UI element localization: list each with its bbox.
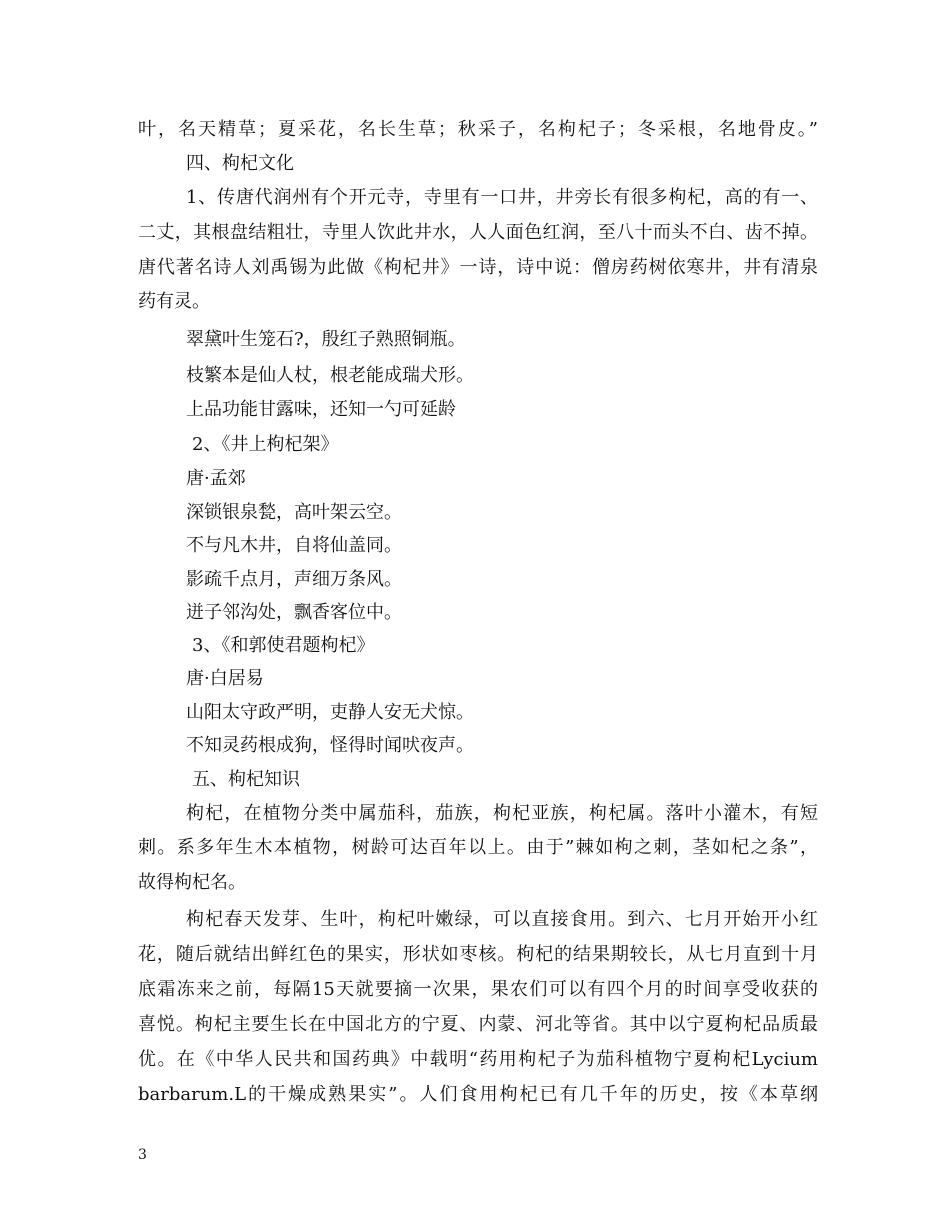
body-text-line: 喜悦。枸杞主要生长在中国北方的宁夏、内蒙、河北等省。其中以宁夏枸杞品质最 xyxy=(138,1014,818,1035)
poem-author: 唐·孟郊 xyxy=(186,468,246,489)
poem-line: 迸子邻沟处，飘香客位中。 xyxy=(186,602,402,623)
body-text-line: 叶，名天精草；夏采花，名长生草；秋采子，名枸杞子；冬采根，名地骨皮。” xyxy=(138,119,818,140)
section-heading: 四、枸杞文化 xyxy=(186,153,294,174)
poem-line: 翠黛叶生笼石?，殷红子熟照铜瓶。 xyxy=(186,329,466,350)
body-text-line: 花，随后就结出鲜红色的果实，形状如枣核。枸杞的结果期较长，从七月直到十月 xyxy=(138,944,818,965)
poem-line: 上品功能甘露味，还知一勺可延龄 xyxy=(186,399,456,420)
body-text-line: 刺。系多年生木本植物，树龄可达百年以上。由于”棘如枸之刺，茎如杞之条”， xyxy=(138,837,818,858)
poem-line: 深锁银泉甃，高叶架云空。 xyxy=(186,502,402,523)
body-text-line: 药有灵。 xyxy=(138,291,210,312)
body-text-line: 1、传唐代润州有个开元寺，寺里有一口井，井旁长有很多枸杞，高的有一、 xyxy=(186,187,818,208)
poem-title: 2、《井上枸杞架》 xyxy=(192,434,339,455)
body-text-line: 枸杞，在植物分类中属茄科，茄族，枸杞亚族，枸杞属。落叶小灌木，有短 xyxy=(186,803,818,824)
poem-line: 枝繁本是仙人杖，根老能成瑞犬形。 xyxy=(186,365,474,386)
poem-line: 不与凡木井，自将仙盖同。 xyxy=(186,535,402,556)
page-number: 3 xyxy=(138,1147,147,1163)
poem-title: 3、《和郭使君题枸杞》 xyxy=(192,635,375,656)
poem-line: 不知灵药根成狗，怪得时闻吠夜声。 xyxy=(186,735,474,756)
body-text-line: 底霜冻来之前，每隔15天就要摘一次果，果农们可以有四个月的时间享受收获的 xyxy=(138,979,818,1000)
body-text-line: 故得枸杞名。 xyxy=(138,872,246,893)
poem-line: 山阳太守政严明，吏静人安无犬惊。 xyxy=(186,702,474,723)
body-text-line: 唐代著名诗人刘禹锡为此做《枸杞井》一诗，诗中说：僧房药树依寒井，井有清泉 xyxy=(138,257,818,278)
body-text-line: barbarum.L的干燥成熟果实”。人们食用枸杞已有几千年的历史，按《本草纲 xyxy=(138,1084,818,1105)
poem-author: 唐·白居易 xyxy=(186,668,264,689)
poem-line: 影疏千点月，声细万条风。 xyxy=(186,569,402,590)
body-text-line: 二丈，其根盘结粗壮，寺里人饮此井水，人人面色红润，至八十而头不白、齿不掉。 xyxy=(138,222,818,243)
body-text-line: 枸杞春天发芽、生叶，枸杞叶嫩绿，可以直接食用。到六、七月开始开小红 xyxy=(186,909,818,930)
body-text-line: 优。在《中华人民共和国药典》中载明“药用枸杞子为茄科植物宁夏枸杞Lycium xyxy=(138,1049,818,1070)
section-heading: 五、枸杞知识 xyxy=(192,769,300,790)
